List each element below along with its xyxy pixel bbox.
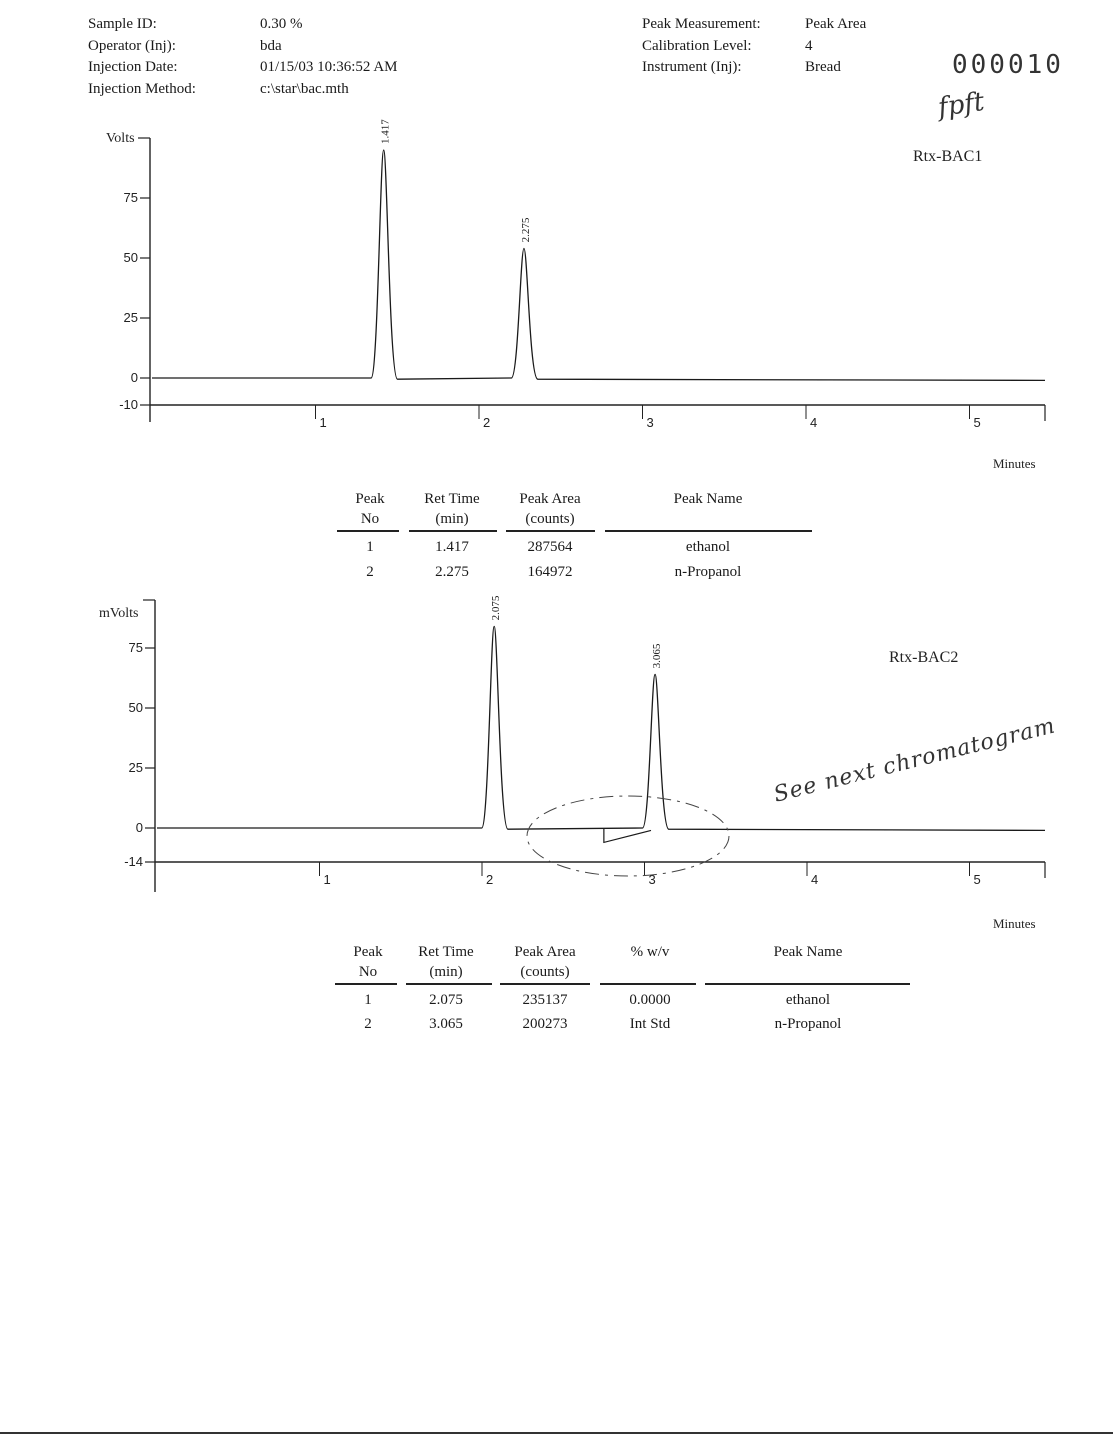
y-tick-label: 25 (123, 310, 138, 325)
table2-cell: n-Propanol (774, 1016, 842, 1032)
peak-rt-label: 2.275 (519, 217, 532, 243)
table2-header-peak-name (720, 942, 896, 962)
peak-rt-label: 2.075 (490, 595, 503, 621)
table2-cell: Int Std (629, 1016, 671, 1032)
y-tick-label: -10 (119, 397, 138, 412)
x-tick-label: 1 (319, 415, 327, 430)
table1-cell: n-Propanol (674, 564, 742, 580)
table2-header-ret-time (406, 942, 486, 982)
handwritten-initials: fpft (936, 86, 987, 124)
y-tick-label: 75 (128, 640, 143, 655)
header-line: No (358, 964, 378, 980)
table2-rule (335, 983, 397, 985)
header-line: Ret Time (424, 491, 480, 507)
table1-header-peak-no (340, 489, 400, 529)
table1-cell: 287564 (527, 539, 573, 555)
table2-cell: 3.065 (429, 1016, 463, 1032)
y-tick-label: 25 (128, 760, 143, 775)
table1-cell: ethanol (685, 539, 731, 555)
x-tick-label: 2 (486, 872, 494, 887)
chart2-title: Rtx-BAC2 (889, 649, 959, 666)
table2-rule (600, 983, 696, 985)
x-tick-label: 3 (648, 872, 656, 887)
header-line: No (360, 511, 380, 527)
x-tick-label: 4 (811, 872, 819, 887)
header-line: (min) (429, 964, 463, 980)
x-tick-label: 5 (973, 872, 981, 887)
baseline-dip (604, 828, 651, 842)
header-line: Peak Area (519, 491, 581, 507)
table2-cell: 200273 (522, 1016, 568, 1032)
chart1-xlabel: Minutes (993, 456, 1036, 471)
header-line: Ret Time (418, 944, 474, 960)
instrument-label: Instrument (Inj): (642, 59, 742, 75)
instrument-value: Bread (805, 59, 841, 75)
header-line: Peak (355, 491, 385, 507)
injection-method-value: c:\star\bac.mth (260, 80, 349, 97)
y-tick-label: 0 (130, 370, 138, 385)
x-tick-label: 1 (323, 872, 331, 887)
table1-header-peak-name (620, 489, 796, 509)
page-bottom-rule (0, 1432, 1113, 1434)
table1-rule (605, 530, 812, 532)
table1-cell: 1 (366, 539, 374, 555)
peak-rt-label: 1.417 (379, 119, 392, 144)
y-tick-label: 75 (123, 190, 138, 205)
table2-header-pct-wv (610, 942, 690, 962)
handwritten-annotation: See next chromatogram (771, 713, 1059, 808)
operator-label: Operator (Inj): (88, 37, 176, 54)
x-tick-label: 4 (810, 415, 818, 430)
chart2-ylabel: mVolts (99, 606, 139, 621)
table2-cell: ethanol (785, 992, 831, 1008)
table2-header-peak-no (338, 942, 398, 982)
table2-cell: 1 (364, 992, 372, 1008)
table2-rule (705, 983, 910, 985)
y-tick-label: -14 (124, 854, 143, 869)
y-tick-label: 50 (123, 250, 138, 265)
calibration-level-value: 4 (805, 37, 813, 54)
peak-measurement-value: Peak Area (805, 16, 867, 32)
chart1-ylabel: Volts (106, 131, 135, 146)
calibration-level-label: Calibration Level: (642, 37, 752, 54)
x-tick-label: 5 (973, 415, 981, 430)
table1-rule (409, 530, 497, 532)
table1-cell: 2 (366, 564, 374, 580)
y-tick-label: 0 (135, 820, 143, 835)
injection-method-label: Injection Method: (88, 80, 196, 97)
header-line: Peak Name (673, 491, 743, 507)
table1-cell: 164972 (527, 564, 573, 580)
table2-cell: 2 (364, 1016, 372, 1032)
header-line: (counts) (520, 964, 570, 980)
x-tick-label: 3 (646, 415, 654, 430)
table2-cell: 235137 (522, 992, 568, 1008)
operator-value: bda (260, 37, 282, 54)
sample-id-label: Sample ID: (88, 16, 157, 32)
page-number-stamp: 000010 (952, 50, 1064, 80)
x-tick-label: 2 (483, 415, 491, 430)
chart2-xlabel: Minutes (993, 916, 1036, 931)
table1-cell: 2.275 (435, 564, 469, 580)
table2-header-peak-area (500, 942, 590, 982)
header-line: Peak (353, 944, 383, 960)
chromatogram-trace (157, 626, 1045, 830)
table1-header-ret-time (412, 489, 492, 529)
header-line: (counts) (525, 511, 575, 527)
peak-measurement-label: Peak Measurement: (642, 16, 761, 32)
header-line: (min) (435, 511, 469, 527)
chart1-title: Rtx-BAC1 (913, 148, 983, 165)
header-line: Peak Name (773, 944, 843, 960)
table1-rule (337, 530, 399, 532)
table1-header-peak-area (505, 489, 595, 529)
header-line: Peak Area (514, 944, 576, 960)
header-line: % w/v (630, 944, 670, 960)
peak-rt-label: 3.065 (651, 643, 664, 669)
table2-cell: 0.0000 (629, 992, 671, 1008)
table1-cell: 1.417 (435, 539, 469, 555)
chromatogram-trace (152, 150, 1045, 380)
y-tick-label: 50 (128, 700, 143, 715)
sample-id-value: 0.30 % (260, 16, 303, 32)
injection-date-label: Injection Date: (88, 59, 178, 75)
table1-rule (506, 530, 595, 532)
table2-cell: 2.075 (429, 992, 463, 1008)
injection-date-value: 01/15/03 10:36:52 AM (260, 59, 398, 75)
table2-rule (406, 983, 492, 985)
table2-rule (500, 983, 590, 985)
